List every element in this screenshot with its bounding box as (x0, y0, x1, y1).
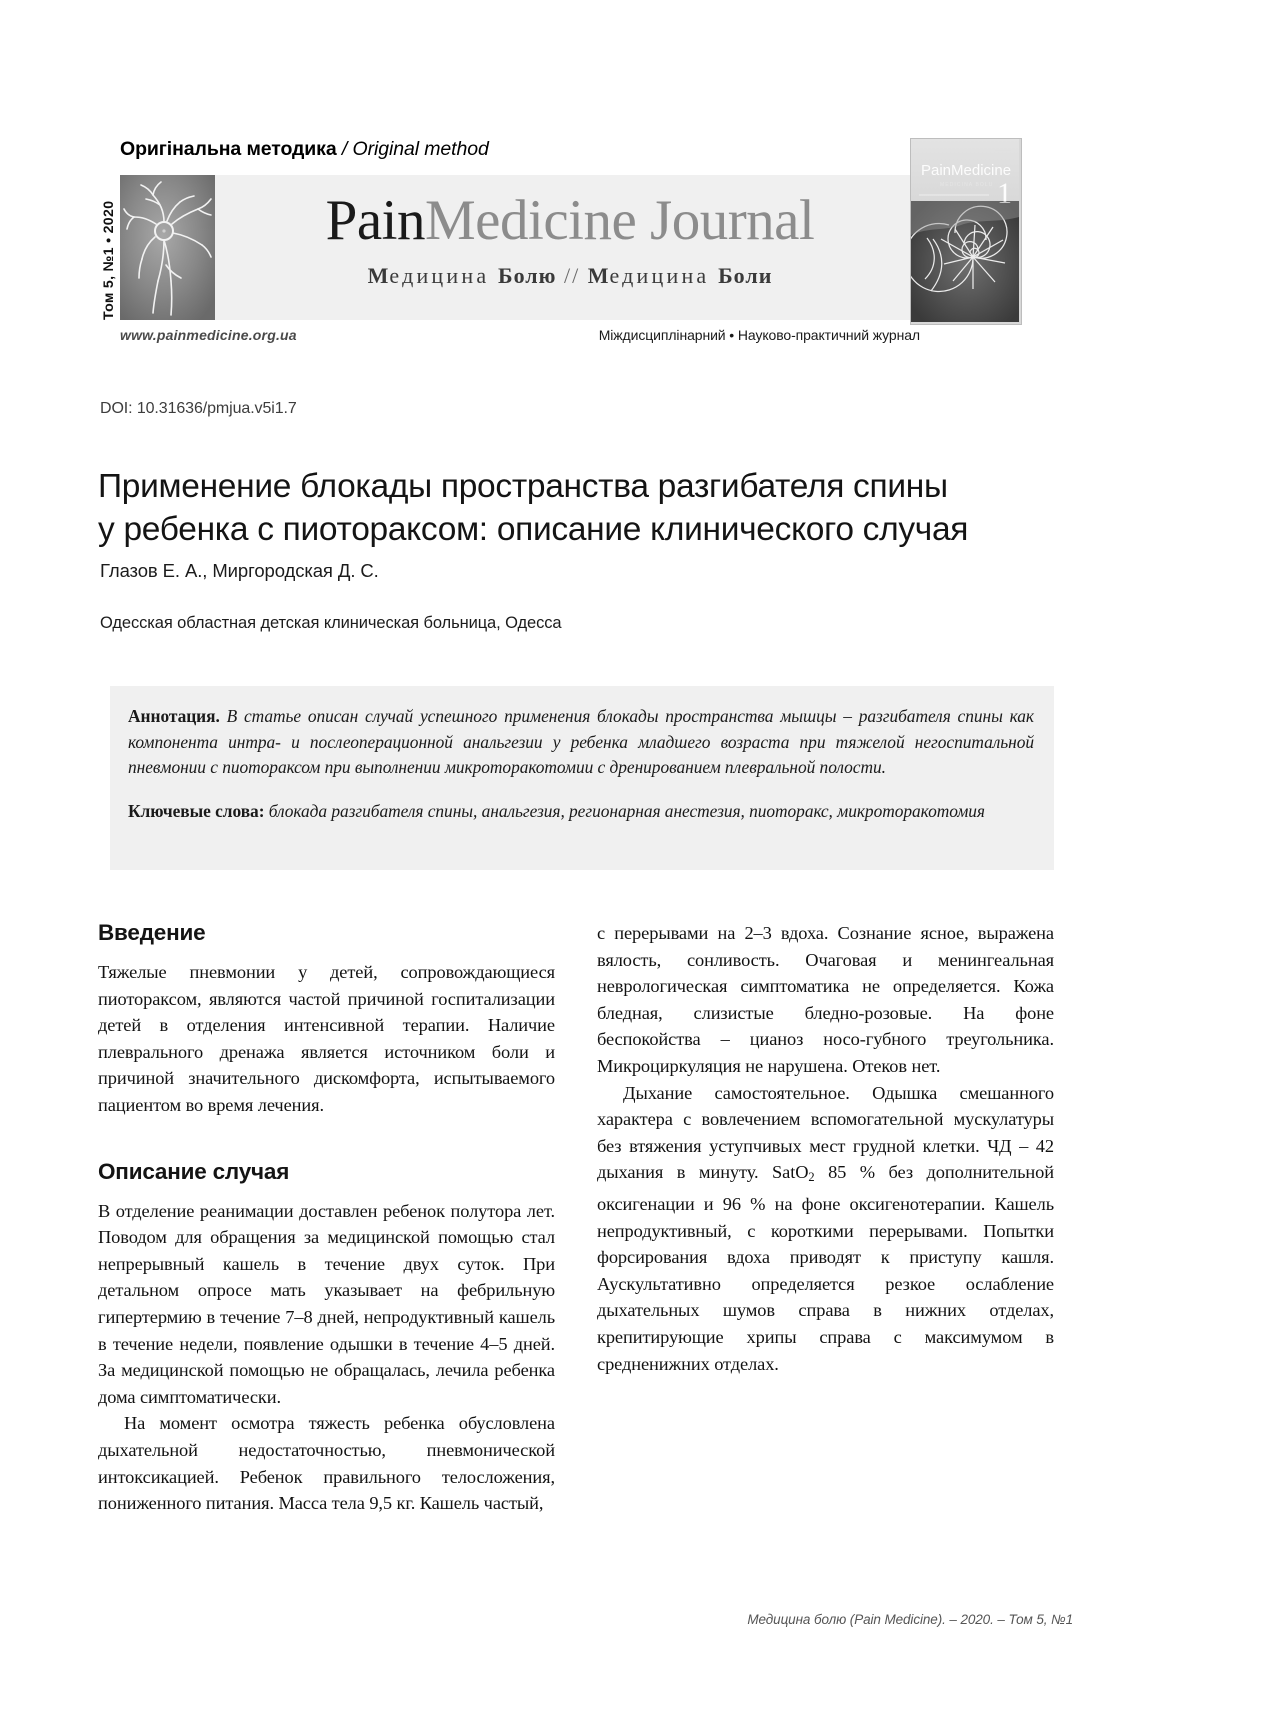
subtitle-separator: // (556, 263, 588, 288)
keywords-label-separator: : (258, 800, 269, 821)
svg-text:MEDICINA BOLU: MEDICINA BOLU (940, 182, 994, 188)
case-paragraph-3-part-a: Дыхание самостоятельное. Одышка смешанного характера с вовлечением вспомогательной мускулатуры без втяжения уступчивых мест грудной клетки. ЧД – 42 дыхания в минуту. SatO (597, 1082, 1054, 1183)
keywords-paragraph (128, 799, 1034, 825)
case-paragraph-2-right-part: с перерывами на 2–3 вдоха. Сознание ясное, выражена вялость, сонливость. Очаговая и менингеальная неврологическая симптоматика не определяется. Кожа бледная, слизистые бледно-розовые. На фоне беспокойства – цианоз носо-губного треугольника. Микроциркуляция не нарушена. Отеков нет. (597, 923, 1054, 1076)
abstract-paragraph (128, 704, 1034, 781)
journal-title-pain: Pain (325, 189, 425, 252)
neuron-logo-icon (120, 175, 215, 320)
case-paragraph-2-left-part: На момент осмотра тяжесть ребенка обусловлена дыхательной недостаточностью, пневмонической интоксикацией. Ребенок правильного телосложения, пониженного питания. Масса тела 9,5 кг. Кашель частый, (98, 1413, 555, 1514)
abstract-box (110, 686, 1054, 870)
subtitle-oli: оли (733, 263, 773, 288)
journal-title-journal: Journal (636, 189, 815, 252)
article-title-line-2: у ребенка с пиотораксом: описание клинического случая (98, 511, 969, 549)
doi-text[interactable]: DOI: 10.31636/pmjua.v5i1.7 (100, 400, 297, 417)
journal-website-link[interactable]: www.painmedicine.org.ua (120, 327, 297, 343)
journal-title (220, 185, 920, 257)
journal-banner (120, 175, 920, 320)
svg-text:1: 1 (997, 177, 1012, 210)
running-head-separator: / (336, 138, 353, 160)
subtitle-b1: Б (498, 263, 514, 288)
section-heading-case-description: Описание случая (98, 1158, 290, 1184)
sat-o2-subscript: 2 (808, 1170, 815, 1185)
subtitle-b2: Б (718, 263, 734, 288)
page-footer: Медицина болю (Pain Medicine). – 2020. – Том 5, №1 (747, 1612, 1073, 1627)
svg-text:PainMedicine: PainMedicine (921, 162, 1012, 179)
volume-label-wrapper (98, 175, 120, 320)
case-paragraph-3-part-b: 85 % без дополнительной оксигенации и 96 % на фоне оксигенотерапии. Кашель непродуктивный, с короткими перерывами. Попытки форсирования вдоха приводят к приступу кашля. Аускультативно определяется резкое ослабление дыхательных шумов справа в нижних отделах, крепитирующие хрипы справа с максимумом в средненижних отделах. (597, 1162, 1054, 1374)
journal-tagline: Міждисциплінарний • Науково-практичний журнал (598, 327, 920, 343)
volume-label: Том 5, №1 • 2020 (101, 200, 117, 320)
body-column-right (597, 920, 1054, 1377)
section-heading-introduction: Введение (98, 920, 206, 945)
affiliation-text: Одесская областная детская клиническая больница, Одесса (100, 614, 562, 632)
abstract-label: Аннотация (128, 706, 216, 726)
subtitle-edicina1: едицина (389, 263, 499, 288)
subtitle-m2: М (587, 263, 610, 288)
running-head-ua: Оригінальна методика (120, 138, 337, 160)
abstract-label-separator: . (215, 706, 227, 726)
journal-subtitle (220, 263, 920, 289)
keywords-text: блокада разгибателя спины, анальгезия, регионарная анестезия, пиоторакс, микроторакотомия (268, 800, 985, 821)
journal-title-medicine: Medicine (425, 189, 637, 252)
case-paragraph-3 (597, 1080, 1054, 1378)
intro-paragraph-1: Тяжелые пневмонии у детей, сопровождающиеся пиотораксом, являются частой причиной госпитализации детей в отделения интенсивной терапии. Наличие плеврального дренажа является источником боли и причиной значительного дискомфорта, испытываемого пациентом во время лечения. (98, 962, 555, 1115)
subtitle-olyu: олю (513, 263, 557, 288)
subtitle-edicina2: едицина (609, 263, 719, 288)
abstract-text: В статье описан случай успешного применения блокады пространства мышцы – разгибателя спины как компонента интра- и послеоперационной анальгезии у ребенка младшего возраста при тяжелой негоспитальной пневмонии с пиотораксом при выполнении микроторакотомии с дренированием плевральной полости. (128, 706, 1034, 777)
running-head (120, 138, 489, 161)
running-head-en: Original method (352, 138, 489, 160)
article-title-line-1: Применение блокады пространства разгибателя спины (98, 468, 948, 506)
keywords-label: Ключевые слова (128, 800, 259, 821)
authors-list: Глазов Е. А., Миргородская Д. С. (100, 560, 379, 581)
body-column-left (98, 920, 555, 1517)
case-paragraph-1: В отделение реанимации доставлен ребенок полутора лет. Поводом для обращения за медицинской помощью стал непрерывный кашель в течение двух суток. При детальном опросе мать указывает на фебрильную гипертермию в течение 7–8 дней, непродуктивный кашель в течение недели, появление одышки в течение 4–5 дней. За медицинской помощью не обращалась, лечила ребенка дома симптоматически. (98, 1200, 555, 1407)
page-title (98, 465, 1098, 551)
subtitle-m1: М (367, 263, 390, 288)
journal-cover-thumbnail (910, 138, 1022, 325)
